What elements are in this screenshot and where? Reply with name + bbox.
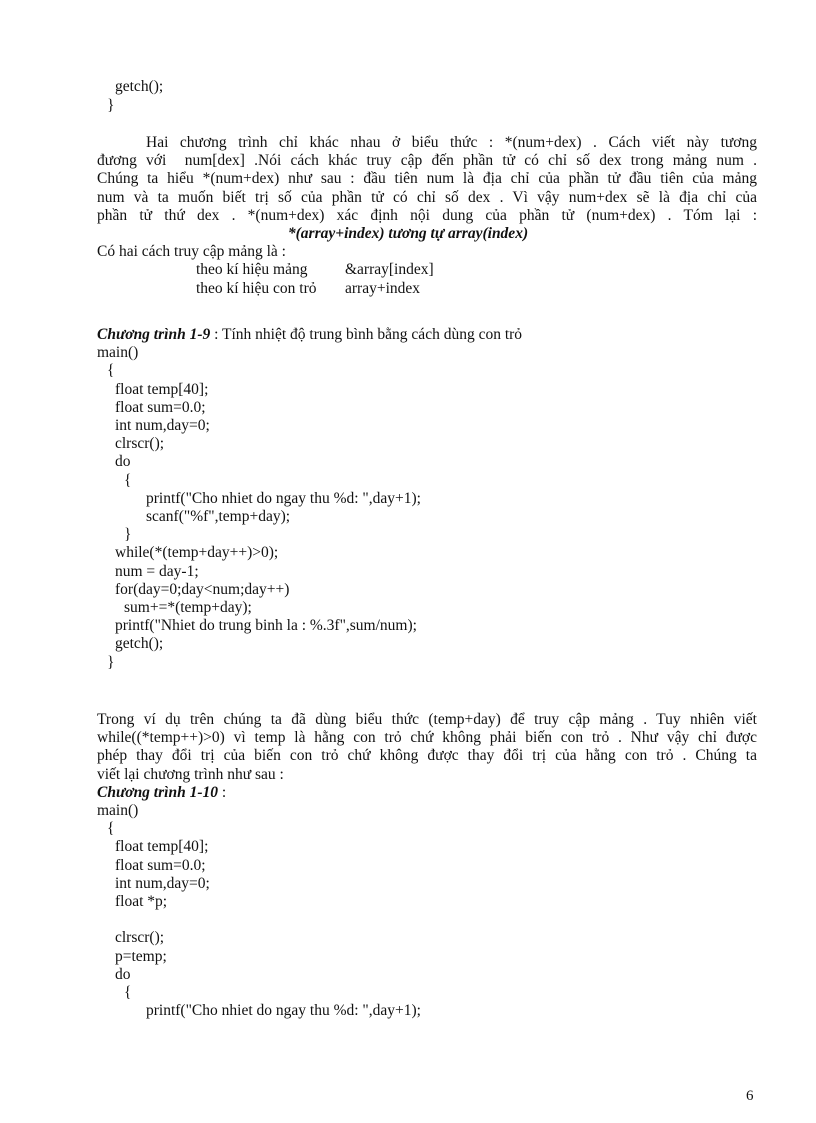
code-line: do [115, 453, 131, 471]
code-line: scanf("%f",temp+day); [146, 508, 291, 525]
code-line: float sum=0.0; [115, 398, 206, 416]
access-way-label: theo kí hiệu mảng [196, 261, 308, 279]
program-label: Chương trình 1-10 [97, 783, 218, 801]
paragraph-line: phép thay đổi trị của biến con trỏ chứ không được thay đổi trị của hằng con trỏ . Chúng ta [97, 747, 757, 765]
code-line: while(*(temp+day++)>0); [115, 544, 279, 562]
code-line: printf("Cho nhiet do ngay thu %d: ",day+1); [146, 1002, 421, 1020]
paragraph-line: Chúng ta hiểu *(num+dex) như sau : đầu tiên num là địa chỉ của phần tử đầu tiên của mảng [97, 170, 757, 188]
code-line: { [124, 984, 132, 1001]
program-description: : Tính nhiệt độ trung bình bằng cách dùng con trỏ [210, 326, 523, 343]
code-line: int num,day=0; [115, 417, 210, 434]
code-line: { [107, 362, 115, 380]
code-line: sum+=*(temp+day); [124, 599, 252, 616]
paragraph-line: Hai chương trình chỉ khác nhau ở biểu thức : *(num+dex) . Cách viết này tương [146, 134, 757, 151]
code-line: } [107, 653, 115, 671]
code-line: printf("Nhiet do trung binh la : %.3f",sum/num); [115, 617, 417, 635]
code-line: getch(); [115, 78, 164, 95]
access-way-value: array+index [345, 279, 421, 297]
code-line: float temp[40]; [115, 838, 209, 856]
code-line: int num,day=0; [115, 874, 210, 892]
paragraph-line: đương với num[dex] .Nói cách khác truy cập đến phần tử có chỉ số dex trong mảng num . [97, 152, 757, 170]
code-line: clrscr(); [115, 435, 165, 453]
code-line: do [115, 965, 131, 983]
code-line: main() [97, 802, 139, 819]
code-line: printf("Cho nhiet do ngay thu %d: ",day+1); [146, 489, 421, 507]
access-way-label: theo kí hiệu con trỏ [196, 279, 317, 297]
code-line: for(day=0;day<num;day++) [115, 580, 290, 598]
code-line: } [124, 526, 132, 544]
code-line: clrscr(); [115, 929, 165, 947]
page-number: 6 [746, 1088, 754, 1104]
code-line: { [107, 820, 115, 838]
code-line: float *p; [115, 893, 168, 910]
code-line: float temp[40]; [115, 380, 209, 398]
code-line: } [107, 97, 115, 114]
paragraph-line: while((*temp++)>0) vì temp là hằng con trỏ chứ không phải biến con trỏ . Như vậy chỉ được [97, 729, 757, 747]
access-way-value: &array[index] [345, 261, 434, 279]
program-heading [97, 784, 226, 802]
paragraph-line: Trong ví dụ trên chúng ta đã dùng biểu thức (temp+day) để truy cập mảng . Tuy nhiên viết [97, 711, 757, 728]
code-line: p=temp; [115, 947, 167, 965]
paragraph-line: viết lại chương trình như sau : [97, 765, 284, 783]
code-line: getch(); [115, 635, 164, 653]
paragraph-line: num và ta muốn biết trị số của phần tử có chỉ số dex . Vì vậy num+dex sẽ là địa chỉ của [97, 188, 757, 206]
program-label: Chương trình 1-9 [97, 326, 211, 343]
code-line: float sum=0.0; [115, 856, 206, 874]
code-line: main() [97, 344, 139, 362]
code-line: num = day-1; [115, 562, 199, 580]
code-line: { [124, 471, 132, 489]
program-description: : [217, 783, 227, 801]
program-heading [97, 326, 522, 344]
summary-formula: *(array+index) tương tự array(index) [287, 225, 529, 242]
access-intro: Có hai cách truy cập mảng là : [97, 243, 286, 261]
paragraph-line: phần tử thứ dex . *(num+dex) xác định nội dung của phần tử (num+dex) . Tóm lại : [97, 206, 757, 224]
